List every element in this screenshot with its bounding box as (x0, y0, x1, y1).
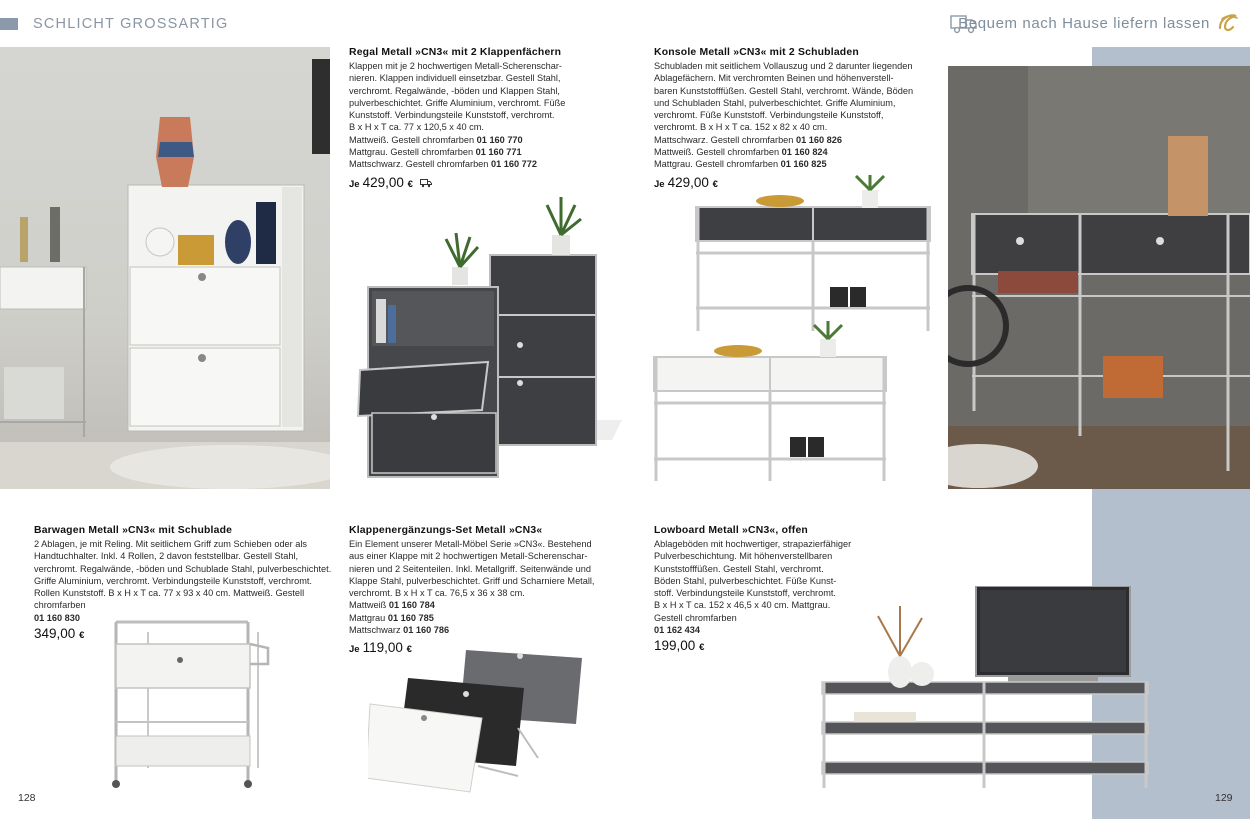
article-number: 01 160 785 (387, 612, 434, 623)
lifestyle-photo-white-shelf (0, 47, 330, 489)
delivery-text: Bequem nach Hause liefern lassen (958, 15, 1210, 32)
product-image-barwagen (108, 618, 278, 790)
article-number: 01 160 772 (490, 159, 537, 170)
product-image-konsole (650, 175, 935, 485)
variant-line: Mattgrau 01 160 785 (349, 612, 434, 623)
article-number: 01 162 434 (654, 625, 700, 636)
variant-line: Mattweiß. Gestell chromfarben 01 160 824 (654, 147, 828, 158)
price: 199,00 € (654, 638, 705, 654)
product-image-lowboard (818, 586, 1153, 791)
article-number: 01 160 771 (475, 147, 522, 158)
article-number: 01 160 830 (34, 612, 80, 623)
brand-logo-icon (1216, 12, 1240, 34)
page-number-right: 129 (1215, 792, 1233, 804)
section-title: SCHLICHT GROSSARTIG (33, 16, 229, 32)
product-title: Konsole Metall »CN3« mit 2 Schubladen (654, 47, 859, 58)
page-number-left: 128 (18, 792, 36, 804)
variant-line: Mattschwarz. Gestell chromfarben 01 160 772 (349, 159, 537, 170)
variant-line: Mattschwarz 01 160 786 (349, 625, 450, 636)
price: Je 429,00 € (654, 174, 718, 190)
product-konsole (654, 46, 944, 194)
lifestyle-photo-black-console (948, 66, 1250, 489)
shipping-icon (420, 178, 432, 188)
variant-line: Mattweiß. Gestell chromfarben 01 160 770 (349, 134, 523, 145)
product-description: Klappen mit je 2 hochwertigen Metall-Scherenschar- nieren. Klappen individuell einsetzbar. Gestell Stahl, verchromt. Regalwände, -böden und Klappen Stahl, pulverbeschichtet. Griffe Aluminium, verchromt. Füße Kunststoff. Verbindungsteile Kunststoff, verchromt. B x H x T ca. 77 x 120,5 x 40 cm. (349, 61, 566, 133)
variant-line: Mattgrau. Gestell chromfarben 01 160 825 (654, 159, 827, 170)
price: 349,00 € (34, 626, 85, 642)
product-image-regal (352, 195, 622, 485)
article-number: 01 160 786 (403, 625, 450, 636)
product-description: Schubladen mit seitlichem Vollauszug und 2 darunter liegenden Ablagefächern. Mit verchromten Beinen und höhenverstell- baren Kunststofffüßen. Gestell Stahl, verchromt. Wände, Böden und Schubladen Stahl, pulverbeschichtet. Griffe Aluminium, verchromt. Füße Kunststoff. Verbindungsteile Kunststoff, verchromt. B x H x T ca. 152 x 82 x 40 cm. (654, 61, 914, 133)
variant-line: Mattschwarz. Gestell chromfarben 01 160 826 (654, 134, 842, 145)
product-image-klappen-set (368, 648, 588, 793)
product-title: Barwagen Metall »CN3« mit Schublade (34, 525, 233, 536)
section-marker (0, 18, 18, 30)
article-number: 01 160 826 (795, 134, 842, 145)
product-description: Ablageböden mit hochwertiger, strapazierfähiger Pulverbeschichtung. Mit höhenverstellbaren Kunststofffüßen. Gestell Stahl, verchromt. Böden Stahl, pulverbeschichtet. Füße Kunst- stoff. Verbindungsteile Kunststoff, verchromt. B x H x T ca. 152 x 46,5 x 40 cm. Mattgrau. Gestell chromfarben (654, 539, 852, 623)
price: Je 429,00 € (349, 174, 639, 194)
article-number: 01 160 770 (476, 134, 523, 145)
price: Je 119,00 € (349, 640, 412, 656)
product-regal (349, 46, 639, 194)
variant-line: Mattweiß 01 160 784 (349, 600, 435, 611)
article-number: 01 160 784 (388, 600, 435, 611)
product-klappen-set (349, 524, 639, 659)
article-number: 01 160 824 (781, 147, 828, 158)
product-title: Regal Metall »CN3« mit 2 Klappenfächern (349, 47, 562, 58)
article-number: 01 160 825 (780, 159, 827, 170)
product-description: Ein Element unserer Metall-Möbel Serie »CN3«. Bestehend aus einer Klappe mit 2 hochwertigen Metall-Scherenschar- nieren und 2 Seitenteilen. Inkl. Metallgriff. Seitenwände und Klappe Stahl, pulverbeschichtet. Griff und Scharniere Metall, verchromt. B x H x T ca. 76,5 x 36 x 38 cm. (349, 539, 595, 599)
product-title: Lowboard Metall »CN3«, offen (654, 525, 808, 536)
variant-line: Mattgrau. Gestell chromfarben 01 160 771 (349, 147, 522, 158)
product-description: 2 Ablagen, je mit Reling. Mit seitlichem Griff zum Schieben oder als Handtuchhalter. Inkl. 4 Rollen, 2 davon feststellbar. Gestell Stahl, verchromt. Regalwände, -böden und Schublade Stahl, pulverbeschichtet. Griffe Aluminium, verchromt. Verbindungsteile Kunststoff, verchromt. Rollen Kunststoff. B x H x T ca. 77 x 93 x 40 cm. Mattweiß. Gestell chromfarben (34, 539, 332, 611)
product-title: Klappenergänzungs-Set Metall »CN3« (349, 525, 543, 536)
